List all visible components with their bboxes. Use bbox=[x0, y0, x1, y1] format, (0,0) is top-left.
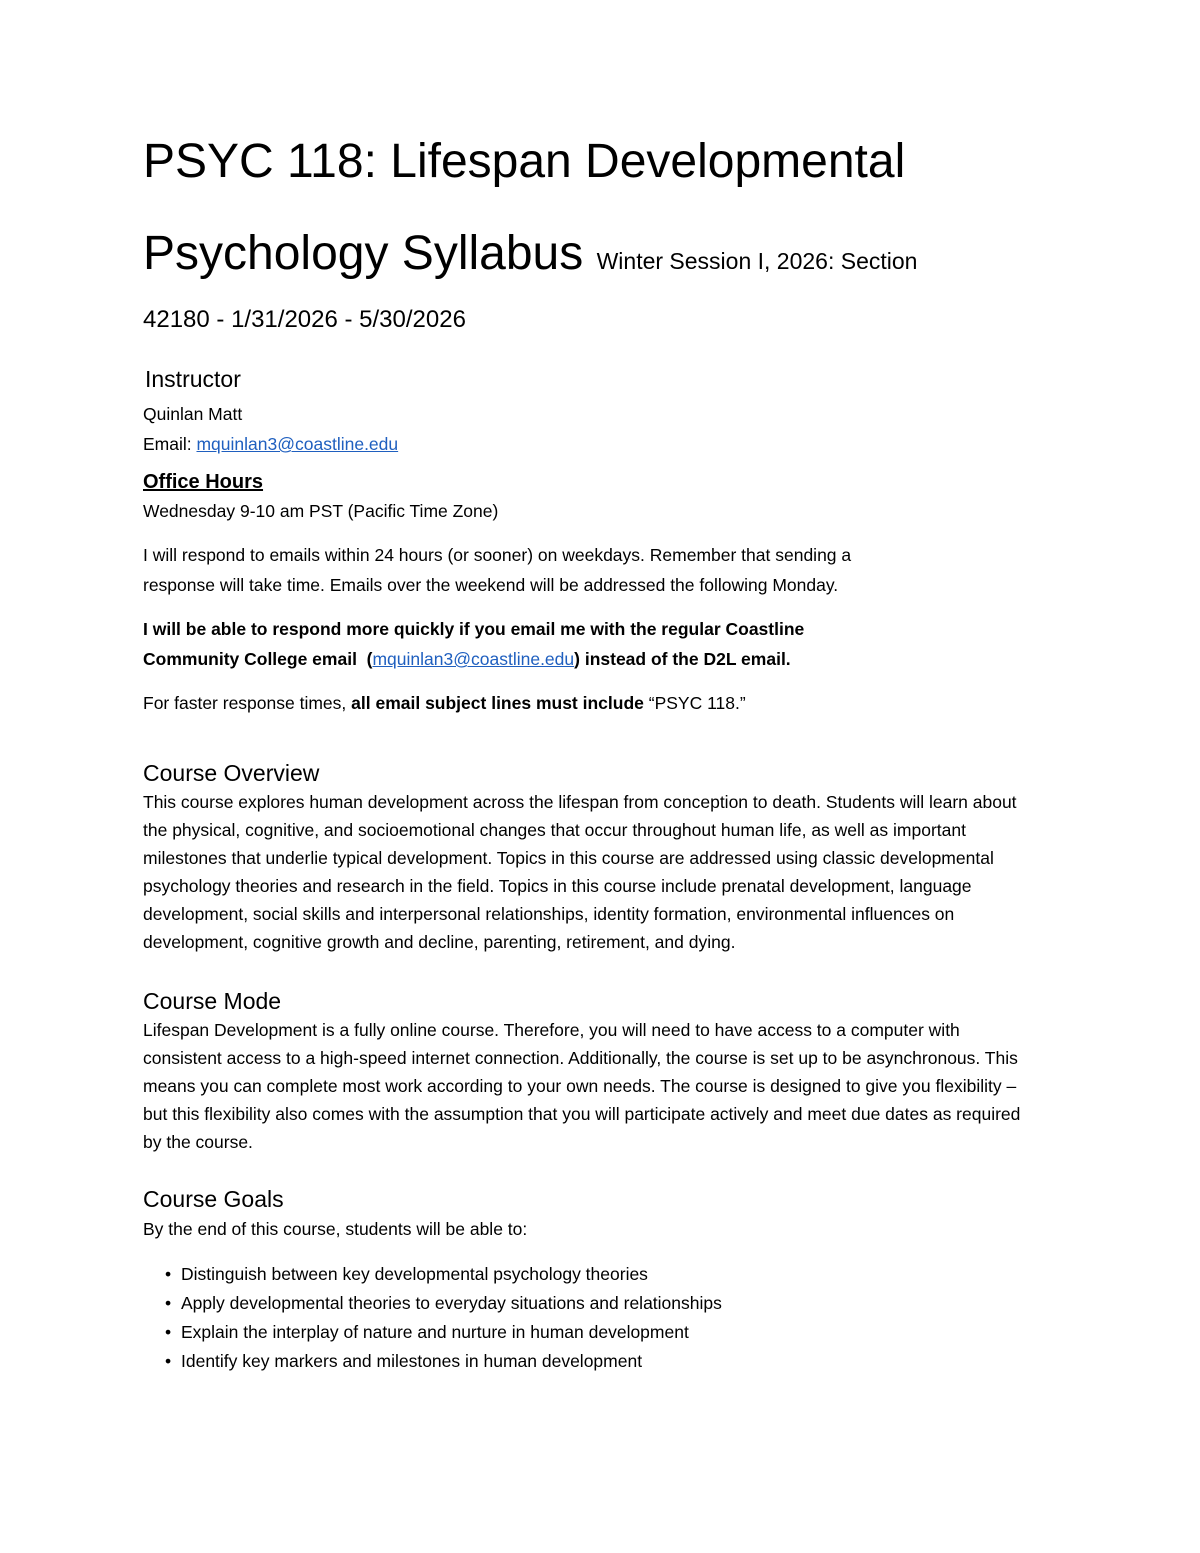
bullet-icon: • bbox=[165, 1264, 172, 1284]
office-hours-heading: Office Hours bbox=[143, 471, 264, 493]
response-line-1: I will respond to emails within 24 hours (or sooner) on weekdays. Remember that sending a bbox=[143, 545, 852, 565]
instructor-heading: Instructor bbox=[145, 366, 241, 392]
bullet-icon: • bbox=[165, 1351, 172, 1371]
goals-list bbox=[165, 1260, 1200, 1376]
overview-heading: Course Overview bbox=[143, 760, 320, 786]
instructor-email-line bbox=[143, 429, 1200, 459]
email-label: Email: bbox=[143, 434, 197, 454]
email-note-line-1: I will be able to respond more quickly if you email me with the regular Coastline bbox=[143, 619, 805, 639]
title-line-2 bbox=[143, 227, 1200, 280]
subject-bold: all email subject lines must include bbox=[351, 693, 644, 713]
email-note-post: ) instead of the D2L email. bbox=[574, 649, 791, 669]
bullet-icon: • bbox=[165, 1293, 172, 1313]
email-note-pre: Community College email ( bbox=[143, 649, 373, 669]
subtitle: Winter Session I, 2026: Section bbox=[596, 248, 918, 274]
instructor-email-link[interactable]: mquinlan3@coastline.edu bbox=[196, 434, 399, 454]
email-note-link[interactable]: mquinlan3@coastline.edu bbox=[372, 649, 575, 669]
title-text: Psychology Syllabus bbox=[143, 227, 584, 280]
email-note-line-2 bbox=[143, 644, 1200, 674]
goals-intro: By the end of this course, students will be able to: bbox=[143, 1219, 528, 1239]
subject-line-paragraph bbox=[143, 688, 1200, 718]
email-note-paragraph bbox=[143, 614, 1200, 674]
mode-heading: Course Mode bbox=[143, 988, 282, 1014]
overview-text: This course explores human development across the lifespan from conception to death. Students will learn about the physical, cognitive, and socioemotional changes that occur throughout human life, as well as important milestones that underlie typical development. Topics in this course are addressed using classic developmental psychology theories and research in the field. Topics in this course include prenatal development, language development, social skills and interpersonal relationships, identity formation, environmental influences on development, cognitive growth and decline, parenting, retirement, and dying. bbox=[143, 792, 1017, 952]
list-item: • Distinguish between key developmental psychology theories bbox=[165, 1260, 1200, 1289]
response-line-2: response will take time. Emails over the weekend will be addressed the following Monday. bbox=[143, 575, 839, 595]
subject-post: “PSYC 118.” bbox=[643, 693, 746, 713]
list-item: • Identify key markers and milestones in human development bbox=[165, 1347, 1200, 1376]
response-paragraph bbox=[143, 540, 1200, 600]
office-hours-time: Wednesday 9-10 am PST (Pacific Time Zone) bbox=[143, 501, 499, 521]
section-dates: 42180 - 1/31/2026 - 5/30/2026 bbox=[143, 306, 466, 333]
subject-pre: For faster response times, bbox=[143, 693, 352, 713]
instructor-name: Quinlan Matt bbox=[143, 404, 243, 424]
bullet-icon: • bbox=[165, 1322, 172, 1342]
title-line-1: PSYC 118: Lifespan Developmental bbox=[143, 135, 906, 188]
list-item: • Explain the interplay of nature and nurture in human development bbox=[165, 1318, 1200, 1347]
mode-text: Lifespan Development is a fully online course. Therefore, you will need to have access to a computer with consistent access to a high-speed internet connection. Additionally, the course is set up to be asynchronous. This means you can complete most work according to your own needs. The course is designed to give you flexibility – but this flexibility also comes with the assumption that you will participate actively and meet due dates as required by the course. bbox=[143, 1020, 1021, 1152]
goals-heading: Course Goals bbox=[143, 1186, 284, 1212]
list-item: • Apply developmental theories to everyday situations and relationships bbox=[165, 1289, 1200, 1318]
